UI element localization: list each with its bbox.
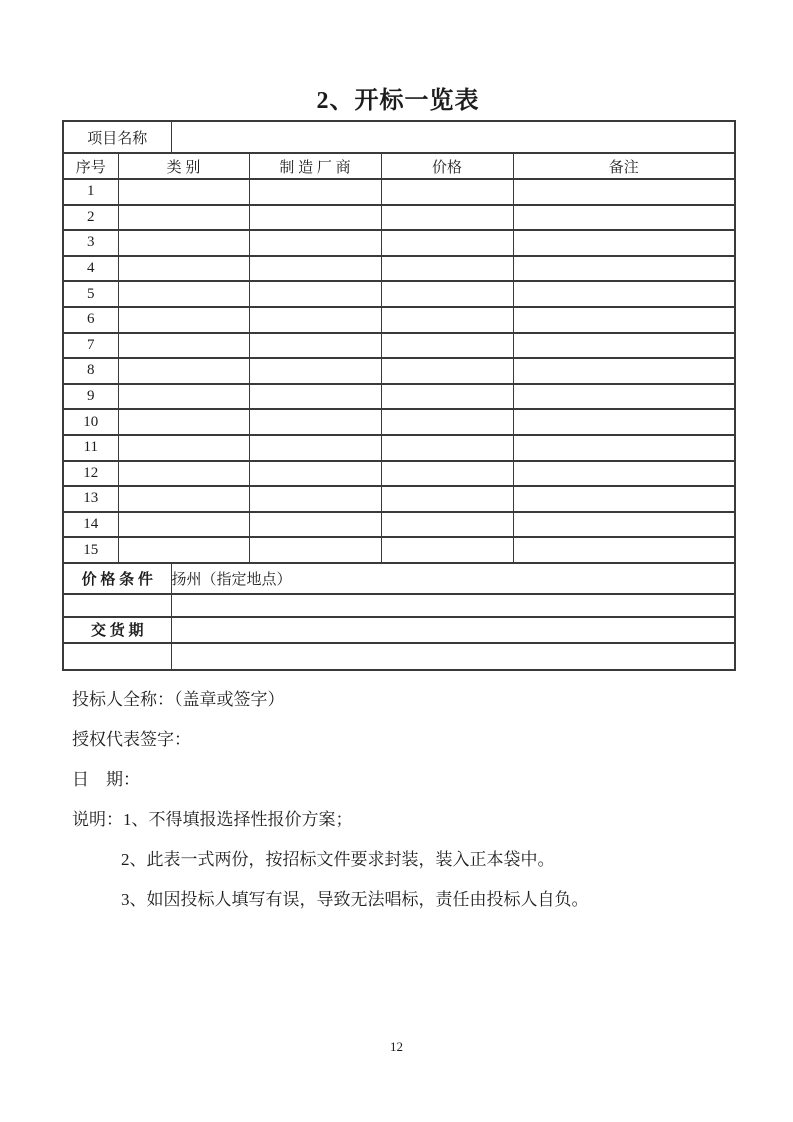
manufacturer-cell [249, 409, 381, 435]
manufacturer-cell [249, 307, 381, 333]
remarks-cell [513, 256, 735, 282]
category-cell [118, 307, 249, 333]
table-row [63, 230, 735, 256]
table-row [63, 384, 735, 410]
header-price: 价格 [381, 153, 513, 179]
note-line-3: 3、如因投标人填写有误，导致无法唱标，责任由投标人自负。 [121, 890, 589, 909]
table-row [63, 333, 735, 359]
remarks-cell [513, 409, 735, 435]
blank-value-cell [171, 594, 735, 617]
header-index: 序号 [63, 153, 118, 179]
delivery-label: 交 货 期 [63, 617, 171, 643]
manufacturer-cell [249, 461, 381, 487]
row-number: 12 [63, 461, 118, 487]
remarks-cell [513, 230, 735, 256]
row-number: 3 [63, 230, 118, 256]
price-condition-row [63, 563, 735, 594]
manufacturer-cell [249, 358, 381, 384]
price-cell [381, 281, 513, 307]
table-row [63, 537, 735, 563]
manufacturer-cell [249, 333, 381, 359]
remarks-cell [513, 537, 735, 563]
category-cell [118, 512, 249, 538]
row-number: 11 [63, 435, 118, 461]
header-category: 类 别 [118, 153, 249, 179]
remarks-cell [513, 179, 735, 205]
bidder-name-line: 投标人全称：（盖章或签字） [72, 690, 285, 709]
table-row [63, 512, 735, 538]
row-number: 14 [63, 512, 118, 538]
table-row [63, 281, 735, 307]
manufacturer-cell [249, 179, 381, 205]
table-header-row [63, 153, 735, 179]
manufacturer-cell [249, 512, 381, 538]
price-cell [381, 384, 513, 410]
category-cell [118, 333, 249, 359]
remarks-cell [513, 281, 735, 307]
row-number: 7 [63, 333, 118, 359]
manufacturer-cell [249, 281, 381, 307]
table-row [63, 307, 735, 333]
row-number: 5 [63, 281, 118, 307]
remarks-cell [513, 435, 735, 461]
delivery-value [171, 617, 735, 643]
manufacturer-cell [249, 384, 381, 410]
row-number: 8 [63, 358, 118, 384]
price-cell [381, 435, 513, 461]
row-number: 9 [63, 384, 118, 410]
blank-label-cell [63, 594, 171, 617]
price-cell [381, 486, 513, 512]
table-row [63, 205, 735, 231]
table-row [63, 256, 735, 282]
category-cell [118, 486, 249, 512]
price-condition-value: 扬州（指定地点） [171, 563, 735, 594]
category-cell [118, 281, 249, 307]
table-row [63, 409, 735, 435]
manufacturer-cell [249, 435, 381, 461]
delivery-row [63, 617, 735, 643]
blank-row [63, 643, 735, 670]
remarks-cell [513, 512, 735, 538]
date-line: 日 期： [72, 770, 140, 789]
manufacturer-cell [249, 486, 381, 512]
header-manufacturer: 制 造 厂 商 [249, 153, 381, 179]
bid-opening-table [62, 120, 736, 671]
project-name-value [171, 121, 735, 153]
price-cell [381, 307, 513, 333]
category-cell [118, 537, 249, 563]
row-number: 13 [63, 486, 118, 512]
manufacturer-cell [249, 256, 381, 282]
note-line-1: 说明：1、不得填报选择性报价方案； [72, 810, 353, 829]
category-cell [118, 205, 249, 231]
category-cell [118, 409, 249, 435]
price-cell [381, 358, 513, 384]
table-row [63, 358, 735, 384]
row-number: 6 [63, 307, 118, 333]
remarks-cell [513, 333, 735, 359]
category-cell [118, 435, 249, 461]
manufacturer-cell [249, 537, 381, 563]
blank-label-cell [63, 643, 171, 670]
signature-and-notes-block [72, 680, 732, 920]
remarks-cell [513, 307, 735, 333]
row-number: 2 [63, 205, 118, 231]
price-cell [381, 409, 513, 435]
table-row [63, 461, 735, 487]
category-cell [118, 256, 249, 282]
price-cell [381, 537, 513, 563]
blank-row [63, 594, 735, 617]
project-name-row [63, 121, 735, 153]
remarks-cell [513, 486, 735, 512]
category-cell [118, 384, 249, 410]
remarks-cell [513, 461, 735, 487]
table-row [63, 486, 735, 512]
row-number: 15 [63, 537, 118, 563]
row-number: 10 [63, 409, 118, 435]
price-cell [381, 179, 513, 205]
row-number: 4 [63, 256, 118, 282]
price-cell [381, 256, 513, 282]
price-cell [381, 230, 513, 256]
table-row [63, 435, 735, 461]
project-name-label: 项目名称 [63, 121, 171, 153]
price-cell [381, 512, 513, 538]
remarks-cell [513, 384, 735, 410]
price-cell [381, 333, 513, 359]
price-cell [381, 461, 513, 487]
header-remarks: 备注 [513, 153, 735, 179]
page-number: 12 [390, 1039, 403, 1054]
row-number: 1 [63, 179, 118, 205]
category-cell [118, 358, 249, 384]
table-row [63, 179, 735, 205]
manufacturer-cell [249, 205, 381, 231]
manufacturer-cell [249, 230, 381, 256]
category-cell [118, 461, 249, 487]
page-title: 2、开标一览表 [316, 88, 480, 114]
remarks-cell [513, 358, 735, 384]
note-line-2: 2、此表一式两份，按招标文件要求封装，装入正本袋中。 [121, 850, 555, 869]
remarks-cell [513, 205, 735, 231]
blank-value-cell [171, 643, 735, 670]
price-cell [381, 205, 513, 231]
price-condition-label: 价 格 条 件 [63, 563, 171, 594]
authorized-representative-line: 授权代表签字： [72, 730, 191, 749]
category-cell [118, 230, 249, 256]
category-cell [118, 179, 249, 205]
